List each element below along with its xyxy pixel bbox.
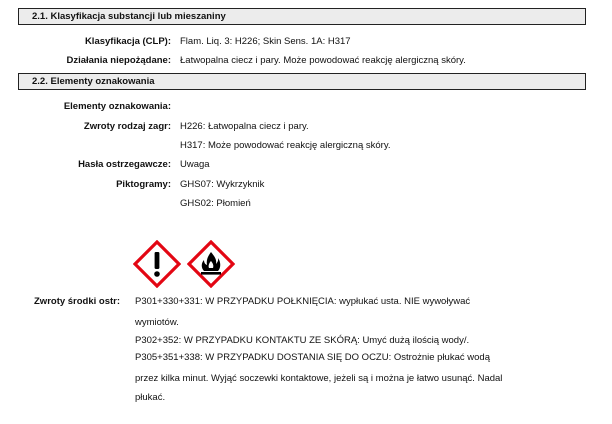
exclamation-mark-icon: [133, 240, 181, 288]
precaution-line: przez kilka minut. Wyjąć soczewki kontaktowe, jeżeli są i można je łatwo usunąć. Nadal: [135, 373, 503, 384]
precaution-line: P302+352: W PRZYPADKU KONTAKTU ZE SKÓRĄ: Umyć dużą ilością wody/.: [135, 335, 470, 346]
signal-word-value: Uwaga: [180, 159, 210, 170]
pictograms-label: Piktogramy:: [116, 179, 171, 190]
precaution-line: P301+330+331: W PRZYPADKU POŁKNIĘCIA: wypłukać usta. NIE wywoływać: [135, 296, 471, 307]
precaution-line: P305+351+338: W PRZYPADKU DOSTANIA SIĘ DO OCZU: Ostrożnie płukać wodą: [135, 352, 490, 363]
effects-label: Działania niepożądane:: [66, 55, 171, 66]
pictogram-ghs07: GHS07: Wykrzyknik: [180, 179, 265, 190]
hazard-statement-h317: H317: Może powodować reakcję alergiczną skóry.: [180, 140, 391, 151]
classification-label: Klasyfikacja (CLP):: [84, 36, 171, 47]
section-2-1-header: 2.1. Klasyfikacja substancji lub mieszaniny: [18, 8, 586, 25]
label-elements-label: Elementy oznakowania:: [63, 101, 171, 112]
effects-value: Łatwopalna ciecz i pary. Może powodować reakcję alergiczną skóry.: [180, 55, 466, 66]
section-2-2-header: 2.2. Elementy oznakowania: [18, 73, 586, 90]
signal-word-label: Hasła ostrzegawcze:: [78, 159, 171, 170]
precautionary-statements-label: Zwroty środki ostr:: [34, 296, 121, 307]
hazard-statement-h226: H226: Łatwopalna ciecz i pary.: [180, 121, 309, 132]
classification-value: Flam. Liq. 3: H226; Skin Sens. 1A: H317: [180, 36, 351, 47]
pictogram-ghs02: GHS02: Płomień: [180, 198, 251, 209]
precaution-line: płukać.: [135, 392, 166, 403]
flame-icon: [187, 240, 235, 288]
precaution-line: wymiotów.: [135, 317, 179, 328]
hazard-statements-label: Zwroty rodzaj zagr:: [83, 121, 171, 132]
